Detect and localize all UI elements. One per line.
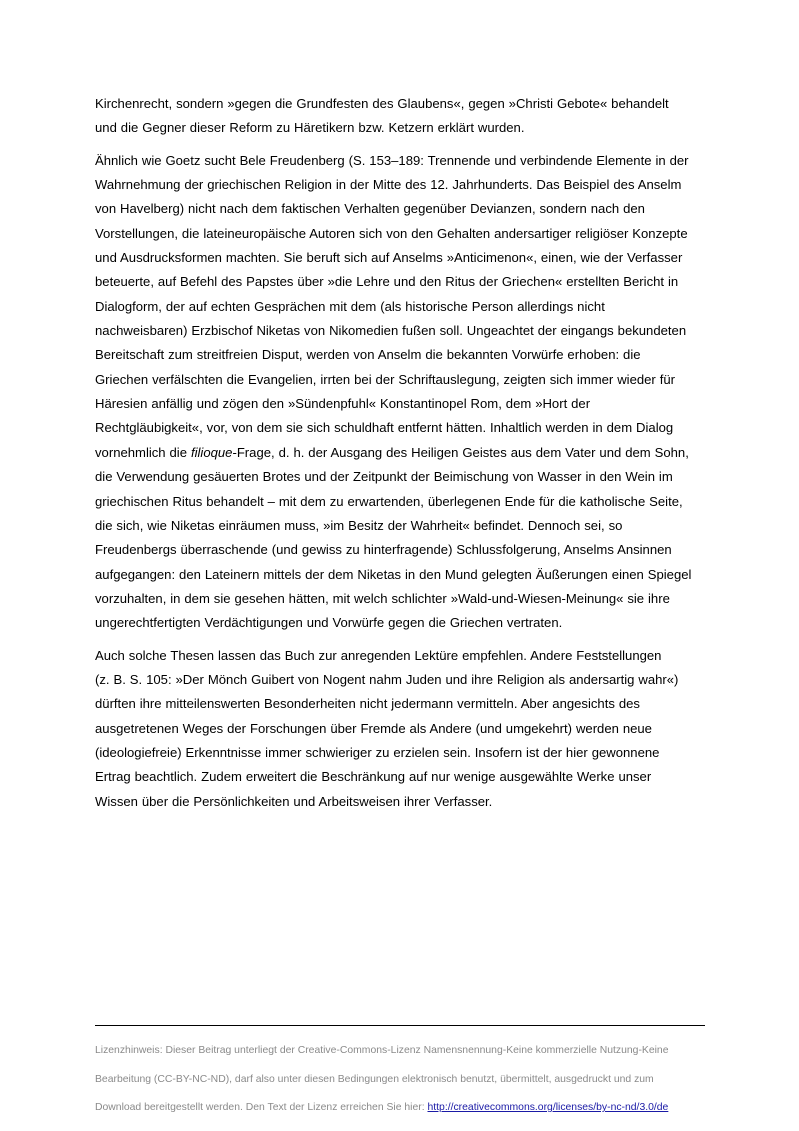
footer-line: Lizenzhinweis: Dieser Beitrag unterliegt der Creative-Commons-Lizenz Namensnennung-Keine kommerzielle Nutzung-Keine bbox=[95, 1045, 669, 1056]
text-line: (z. B. S. 105: »Der Mönch Guibert von Nogent nahm Juden und ihre Religion als andersartig wahr«) bbox=[95, 671, 679, 687]
footer-text: Download bereitgestellt werden. Den Text der Lizenz erreichen Sie hier: bbox=[95, 1102, 428, 1114]
text-line: die sich, wie Niketas einräumen muss, »im Besitz der Wahrheit« befindet. Dennoch sei, so bbox=[95, 517, 623, 533]
text-line: ungerechtfertigten Verdächtigungen und Vorwürfe gegen die Griechen vertraten. bbox=[95, 615, 563, 631]
text-line: beteuerte, auf Befehl des Papstes über »die Lehre und den Ritus der Griechen« erstellten Bericht in bbox=[95, 274, 679, 290]
text-line: die Verwendung gesäuerten Brotes und der Zeitpunkt der Beimischung von Wasser in den Wein im bbox=[95, 469, 673, 485]
text-line: Rechtgläubigkeit«, vor, von dem sie sich schuldhaft entfernt hätten. Inhaltlich werden in dem Dialog bbox=[95, 420, 674, 436]
text-fragment: vornehmlich die bbox=[95, 444, 191, 460]
text-line: Bereitschaft zum streitfreien Disput, werden von Anselm die bekannten Vorwürfe erhoben: die bbox=[95, 347, 641, 363]
text-line: ausgetretenen Weges der Forschungen über Fremde als Andere (und umgekehrt) werden neue bbox=[95, 720, 652, 736]
paragraph-3 bbox=[95, 644, 707, 814]
text-line: Häresien anfällig und zögen den »Sündenpfuhl« Konstantinopel Rom, dem »Hort der bbox=[95, 396, 591, 412]
text-line: von Havelberg) nicht nach dem faktischen Verhalten gegenüber Devianzen, sondern nach den bbox=[95, 201, 645, 217]
text-line: Vorstellungen, die lateineuropäische Autoren sich von den Gehalten andersartiger religiöser Konzepte bbox=[95, 225, 688, 241]
text-fragment: -Frage, d. h. der Ausgang des Heiligen Geistes aus dem Vater und dem Sohn, bbox=[232, 444, 689, 460]
text-line: Wahrnehmung der griechischen Religion in der Mitte des 12. Jahrhunderts. Das Beispiel des Anselm bbox=[95, 177, 682, 193]
text-line: Ähnlich wie Goetz sucht Bele Freudenberg (S. 153–189: Trennende und verbindende Elemente in der bbox=[95, 152, 689, 168]
footer-divider bbox=[95, 1025, 705, 1026]
text-line: Ertrag beachtlich. Zudem erweitert die Beschränkung auf nur wenige ausgewählte Werke unser bbox=[95, 769, 652, 785]
text-line: und die Gegner dieser Reform zu Häretikern bzw. Ketzern erklärt wurden. bbox=[95, 120, 525, 136]
paragraph-1 bbox=[95, 92, 707, 141]
text-line: vorzuhalten, in dem sie gesehen hätten, mit welch schlichter »Wald-und-Wiesen-Meinung« sie ihre bbox=[95, 590, 670, 606]
text-line: Auch solche Thesen lassen das Buch zur anregenden Lektüre empfehlen. Andere Feststellungen bbox=[95, 647, 662, 663]
italic-term: filioque bbox=[190, 444, 233, 460]
license-link[interactable]: http://creativecommons.org/licenses/by-nc-nd/3.0/de bbox=[427, 1102, 669, 1114]
paragraph-2 bbox=[95, 149, 707, 636]
text-line: Kirchenrecht, sondern »gegen die Grundfesten des Glaubens«, gegen »Christi Gebote« behandelt bbox=[95, 96, 669, 111]
text-line: (ideologiefreie) Erkenntnisse immer schwieriger zu erzielen sein. Insofern ist der hier gewonnene bbox=[95, 744, 660, 760]
text-line: aufgegangen: den Lateinern mittels der dem Niketas in den Mund gelegten Äußerungen einen Spiegel bbox=[95, 566, 692, 582]
text-line-with-italic bbox=[95, 441, 707, 465]
text-line: Griechen verfälschten die Evangelien, irrten bei der Schriftauslegung, zeigten sich immer wieder für bbox=[95, 371, 676, 387]
text-line: nachweisbaren) Erzbischof Niketas von Nikomedien fußen soll. Ungeachtet der eingangs bekundeten bbox=[95, 323, 687, 339]
text-line: dürften ihre mitteilenswerten Besonderheiten nicht jedermann vermitteln. Aber angesichts des bbox=[95, 696, 640, 712]
text-line: Freudenbergs überraschende (und gewiss zu hinterfragende) Schlussfolgerung, Anselms Ansinnen bbox=[95, 542, 672, 558]
license-footer bbox=[95, 1044, 707, 1115]
document-body bbox=[95, 92, 707, 822]
footer-line: Bearbeitung (CC-BY-NC-ND), darf also unter diesen Bedingungen elektronisch benutzt, übermittelt, ausgedruckt und zum bbox=[95, 1073, 654, 1085]
text-line: Wissen über die Persönlichkeiten und Arbeitsweisen ihrer Verfasser. bbox=[95, 793, 493, 809]
footer-line bbox=[95, 1101, 707, 1115]
text-line: und Ausdrucksformen machten. Sie beruft sich auf Anselms »Anticimenon«, einen, wie der Verfasser bbox=[95, 250, 683, 266]
text-line: Dialogform, der auf echten Gesprächen mit dem (als historische Person allerdings nicht bbox=[95, 298, 605, 314]
text-line: griechischen Ritus behandelt – mit dem zu erwartenden, überlegenen Ende für die katholische Seite, bbox=[95, 493, 683, 509]
